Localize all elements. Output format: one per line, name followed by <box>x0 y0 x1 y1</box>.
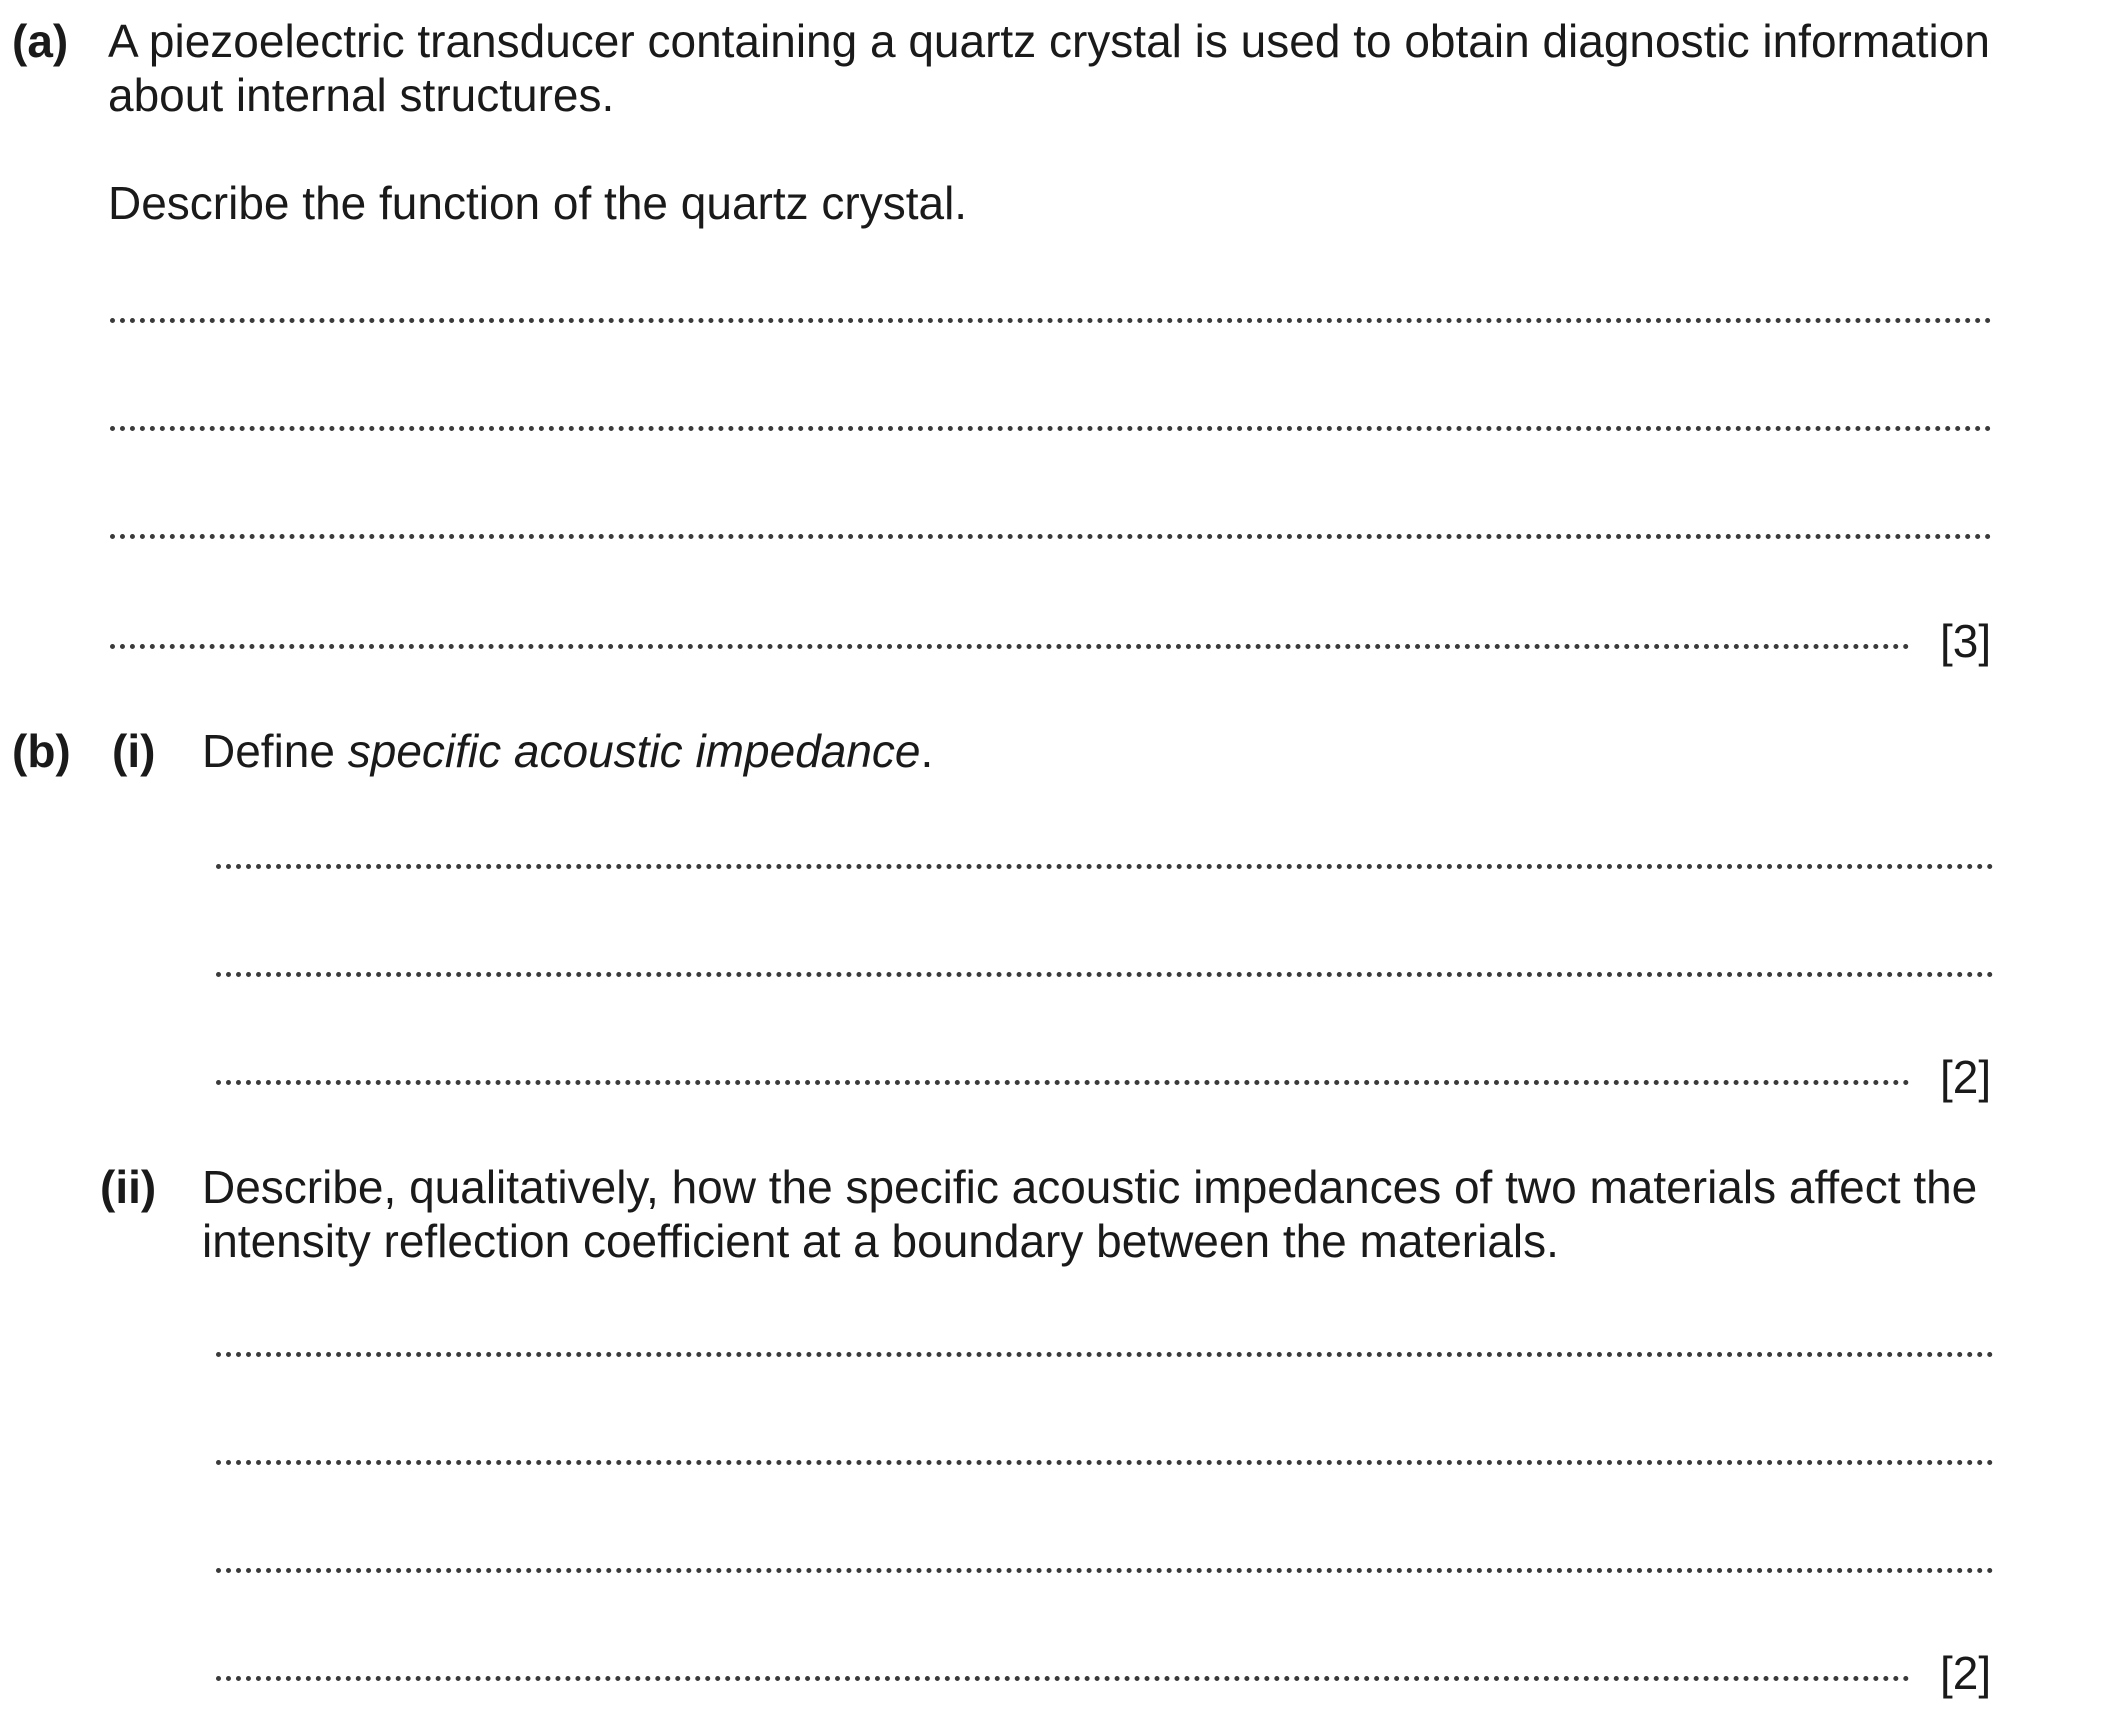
part-b-label: (b) <box>12 725 71 777</box>
answer-line-a-1[interactable] <box>110 318 1992 323</box>
part-a-instruction: Describe the function of the quartz crystal. <box>108 177 968 229</box>
answer-line-a-4[interactable] <box>110 644 1910 649</box>
answer-line-a-2[interactable] <box>110 426 1992 431</box>
part-b-i-label: (i) <box>112 725 156 777</box>
part-b-ii-text-line1: Describe, qualitatively, how the specific acoustic impedances of two materials affect the <box>202 1161 1978 1213</box>
part-b-ii-label: (ii) <box>100 1161 157 1213</box>
part-b-ii-text-line2: intensity reflection coefficient at a boundary between the materials. <box>202 1215 1559 1267</box>
answer-line-a-3[interactable] <box>110 534 1992 539</box>
part-b-i-text-suffix: . <box>920 725 934 777</box>
answer-line-b-ii-3[interactable] <box>216 1568 1994 1573</box>
part-a-text-line2: about internal structures. <box>108 69 615 121</box>
part-b-i-text-prefix: Define <box>202 725 348 777</box>
part-b-i-text <box>202 725 934 777</box>
answer-line-b-ii-1[interactable] <box>216 1352 1994 1357</box>
part-b-ii-marks: [2] <box>1940 1647 1992 1699</box>
part-b-i-term: specific acoustic impedance <box>347 725 921 777</box>
part-a-marks: [3] <box>1940 615 1992 667</box>
answer-line-b-ii-4[interactable] <box>216 1676 1910 1681</box>
part-a-text-line1: A piezoelectric transducer containing a quartz crystal is used to obtain diagnostic information <box>108 15 1990 67</box>
part-b-i-marks: [2] <box>1940 1051 1992 1103</box>
answer-line-b-i-2[interactable] <box>216 972 1994 977</box>
part-a-label: (a) <box>12 15 69 67</box>
answer-line-b-i-1[interactable] <box>216 864 1994 869</box>
answer-line-b-i-3[interactable] <box>216 1080 1910 1085</box>
answer-line-b-ii-2[interactable] <box>216 1460 1994 1465</box>
